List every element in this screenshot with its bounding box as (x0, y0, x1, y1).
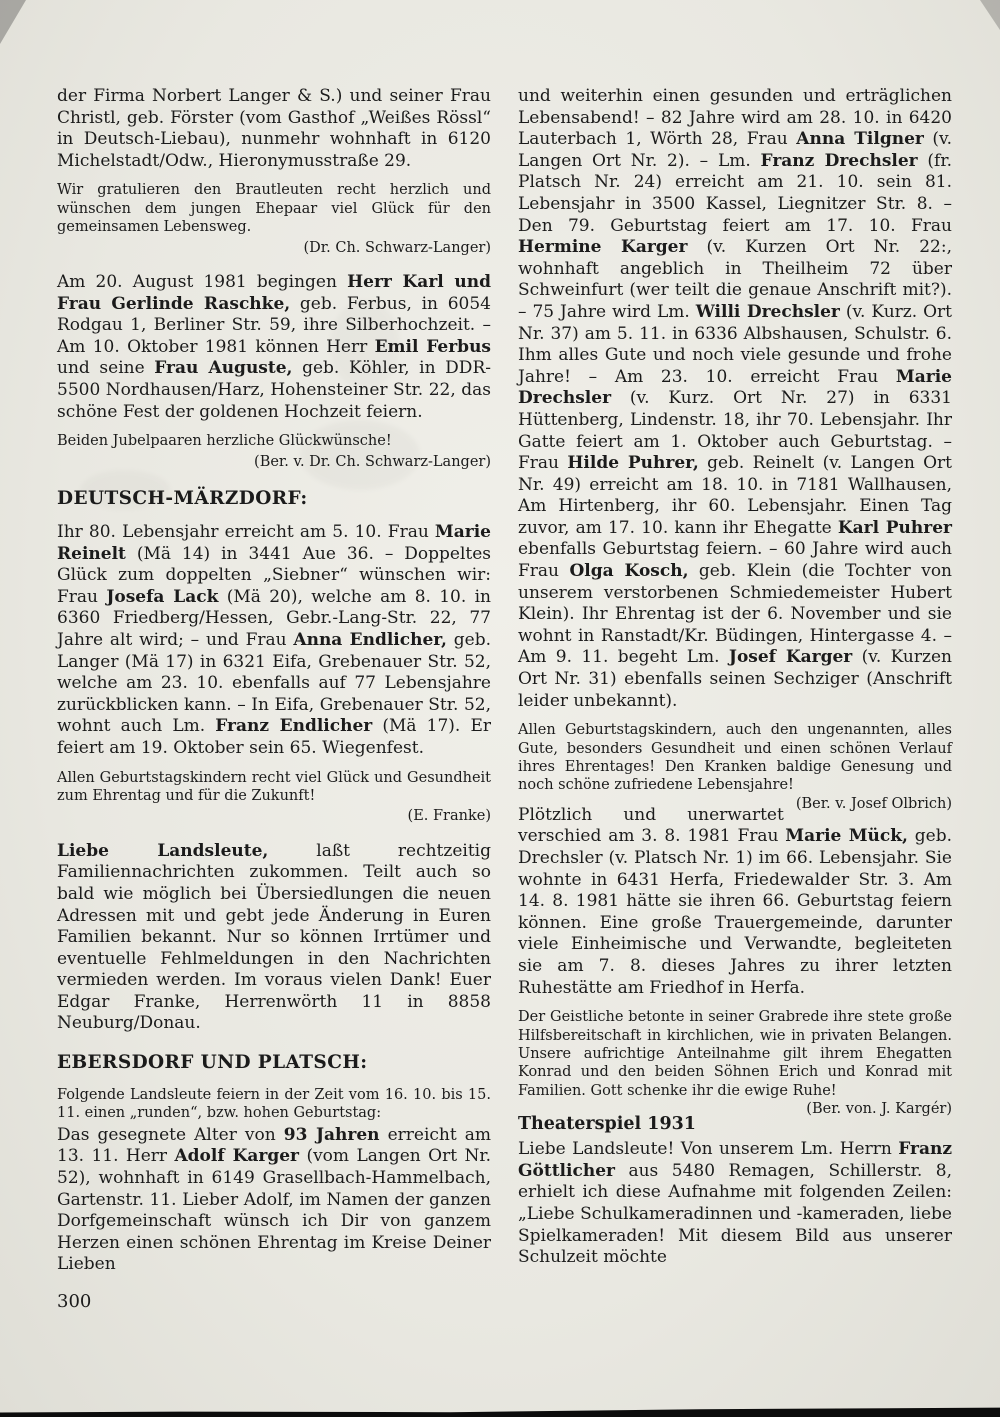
scan-artifact-top-left-corner (0, 0, 26, 44)
section-heading-ebersdorf-platsch (57, 1052, 491, 1073)
text-run: erreicht am 13. 11. Herr (57, 1124, 491, 1167)
bold-text-run: Franz Göttlicher (518, 1139, 952, 1181)
text-run: (v. Langen Ort Nr. 2). – Lm. (518, 129, 953, 171)
text-run: Der Geistliche betonte in seiner Grabrede ihre stete große Hilfsbereitschaft in kirchlichen, wie in privaten Belangen. Unsere aufrichtige Anteilnahme gilt ihrem Ehegatten Konrad und den beiden Söhnen Erich und Konrad mit Familien. Gott schenke ihr die ewige Ruhe! (518, 1009, 952, 1099)
text-run: (Mä 17). Er feiert am 19. Oktober sein 65. Wiegenfest. (57, 716, 491, 758)
signature-ber-schwarz-langer (57, 453, 491, 471)
text-run: geb. Köhler, in DDR-5500 Nordhausen/Harz, Hohensteiner Str. 22, das schöne Fest der goldenen Hochzeit feiern. (57, 358, 491, 422)
signature: (Ber. v. Josef Olbrich) (795, 795, 952, 812)
bold-text-run: Emil Ferbus (374, 336, 492, 357)
note-congratulations-couple (57, 181, 491, 236)
text-run: DEUTSCH-MÄRZDORF: (57, 487, 308, 509)
bold-text-run: Marie Mück, (785, 826, 908, 847)
bold-text-run: Josefa Lack (106, 586, 219, 607)
bold-text-run: Herr Karl und Frau Gerlinde Raschke, (57, 272, 491, 314)
paragraph-wedding-langer (57, 86, 491, 172)
signature: (Ber. von. J. Kargér) (806, 1101, 952, 1118)
bold-text-run: Hilde Puhrer, (567, 453, 699, 474)
paragraph-birthdays-maerzdorf (57, 522, 491, 760)
text-run: ebenfalls Geburtstag feiern. – 60 Jahre wird auch Frau (518, 539, 952, 582)
text-run: (Mä 14) in 3441 Aue 36. – Doppeltes Glück zum doppelten „Siebner“ wünschen wir: Frau (57, 543, 491, 607)
note-birthday-wishes-maerzdorf (57, 769, 491, 806)
signature-schwarz-langer (57, 239, 491, 257)
text-run: Theaterspiel 1931 (518, 1114, 696, 1135)
text-run: (v. Kurz. Ort Nr. 37) am 5. 11. in 6336 Albshausen, Schulstr. 6. Ihm alles Gute und noch viele gesunde und frohe Jahre! – Am 23. 10. erreicht Frau (518, 301, 953, 387)
text-run: (v. Kurzen Ort Nr. 22:, wohnhaft angeblich in Theilheim 72 über Schweinfurt (wer teilt die genaue Anschrift mit?). – 75 Jahre wird Lm. (518, 237, 952, 322)
bold-text-run: Willi Drechsler (695, 301, 840, 322)
text-run: Plötzlich und unerwartet verschied am 3. 8. 1981 Frau (518, 804, 786, 847)
text-run: und weiterhin einen gesunden und erträglichen Lebensabend! – 82 Jahre wird am 28. 10. in 6420 Lauterbach 1, Wörth 28, Frau (518, 86, 952, 150)
text-run: geb. Reinelt (v. Langen Ort Nr. 49) erreicht am 18. 10. in 7181 Wallhausen, Am Hirtenberg, ihr 60. Lebensjahr. Einen Tag zuvor, am 17. 10. kann ihr Ehegatte (518, 453, 952, 538)
text-run: geb. Ferbus, in 6054 Rodgau 1, Berliner Str. 59, ihre Silberhochzeit. – Am 10. Oktober 1981 können Herr (57, 293, 491, 357)
bold-text-run: Marie Reinelt (57, 521, 491, 564)
right-column (518, 86, 952, 1285)
bold-text-run: Adolf Karger (174, 1146, 300, 1167)
scan-artifact-bottom-edge (0, 1405, 1000, 1417)
text-run: geb. Drechsler (v. Platsch Nr. 1) im 66. Lebensjahr. Sie wohnte in 6431 Herfa, Friedewalder Str. 3. Am 14. 8. 1981 hätte sie ihren 66. Geburtstag feiern können. Eine große Trauergemeinde, darunter viele Einheimische und Verwandte, begleiteten sie am 7. 8. dieses Jahres zu ihrer letzten Ruhestätte am Friedhof in Herfa. (518, 826, 952, 998)
text-run: (v. Kurz. Ort Nr. 27) in 6331 Hüttenberg, Lindenstr. 18, ihr 70. Lebensjahr. Ihr Gatte feiert am 1. Oktober auch Geburtstag. – Frau (518, 388, 952, 474)
paragraph-obituary-marie-mueck (518, 805, 952, 999)
text-run: (Mä 20), welche am 8. 10. in 6360 Friedberg/Hessen, Gebr.-Lang-Str. 22, 77 Jahre alt wird; – und Frau (57, 586, 491, 650)
bold-text-run: 93 Jahren (283, 1124, 380, 1145)
text-run: laßt rechtzeitig Familiennachrichten zukommen. Teilt auch so bald wie möglich bei Übersiedlungen die neuen Adressen mit und gebt jede Änderung in Euren Familien bekannt. Nur so können Irrtümer und eventuelle Fehlmeldungen in den Nachrichten vermieden werden. Im voraus vielen Dank! Euer Edgar Franke, Herrenwörth 11 in 8858 Neuburg/Donau. (57, 840, 491, 1034)
page-number: 300 (57, 1291, 92, 1312)
text-run: (fr. Platsch Nr. 24) erreicht am 21. 10. sein 81. Lebensjahr in 3500 Kassel, Liegnitzer Str. 8. – Den 79. Geburtstag feiert am 17. 10. Frau (518, 150, 952, 236)
note-birthday-wishes-olbrich (518, 721, 952, 812)
text-run: (Dr. Ch. Schwarz-Langer) (303, 239, 491, 256)
text-run: Folgende Landsleute feiern in der Zeit vom 16. 10. bis 15. 11. einen „runden“, bzw. hohen Geburtstag: (57, 1087, 491, 1122)
paragraph-appeal-family-news (57, 841, 491, 1035)
bold-text-run: Marie Drechsler (518, 366, 952, 409)
text-run: geb. Klein (die Tochter von unserem verstorbenen Schmiedemeister Hubert Klein). Ihr Ehrentag ist der 6. November und sie wohnt in Ranstadt/Kr. Büdingen, Hintergasse 4. – Am 9. 11. begeht Lm. (518, 561, 952, 668)
note-birthday-period (57, 1086, 491, 1123)
note-jubilee-wishes (57, 432, 491, 450)
bold-text-run: Anna Tilgner (796, 129, 924, 150)
paragraph-adolf-karger-birthday (57, 1125, 491, 1276)
text-run: geb. Langer (Mä 17) in 6321 Eifa, Grebenauer Str. 52, welche am 23. 10. ebenfalls auf 77 Lebensjahre zurückblicken kann. – In Eifa, Grebenauer Str. 52, wohnt auch Lm. (57, 629, 491, 737)
paragraph-birthdays-ebersdorf-platsch (518, 86, 952, 712)
text-run: (Ber. v. Dr. Ch. Schwarz-Langer) (254, 453, 491, 470)
text-run: und seine (57, 358, 155, 379)
bold-text-run: Frau Auguste, (154, 358, 293, 379)
bold-text-run: Franz Drechsler (760, 150, 918, 171)
bold-text-run: Anna Endlicher, (293, 629, 447, 650)
text-run: Ihr 80. Lebensjahr erreicht am 5. 10. Frau (57, 521, 435, 542)
text-run: (v. Kurzen Ort Nr. 31) ebenfalls seinen Sechziger (Anschrift leider unbekannt). (518, 647, 952, 711)
text-run: (vom Langen Ort Nr. 52), wohnhaft in 6149 Grasellbach-Hammelbach, Gartenstr. 11. Lieber Adolf, im Namen der ganzen Dorfgemeinschaft wünsch ich Dir von ganzem Herzen einen schönen Ehrentag im Kreise Deiner Lieben (57, 1146, 491, 1275)
section-heading-deutsch-maerzdorf (57, 488, 491, 509)
signature-e-franke (57, 807, 491, 825)
text-run: (E. Franke) (407, 808, 491, 825)
scan-artifact-top-right-corner (980, 0, 1000, 30)
paragraph-anniversaries-raschke-ferbus (57, 272, 491, 423)
bold-text-run: Hermine Karger (518, 237, 688, 258)
text-run: Liebe Landsleute! Von unserem Lm. Herrn (518, 1139, 899, 1160)
bold-text-run: Olga Kosch, (569, 561, 689, 582)
paragraph-theaterspiel (518, 1139, 952, 1269)
bold-text-run: Liebe Landsleute, (57, 840, 269, 861)
text-run: Das gesegnete Alter von (57, 1124, 284, 1145)
left-column (57, 86, 491, 1285)
bold-text-run: Josef Karger (728, 647, 853, 668)
text-run: Allen Geburtstagskindern, auch den ungenannten, alles Gute, besonders Gesundheit und einen schönen Verlauf ihres Ehrentages! Den Kranken baldige Genesung und noch schöne zufriedene Lebensjahre! (518, 722, 952, 794)
note-obituary-condolence (518, 1008, 952, 1118)
text-run: EBERSDORF UND PLATSCH: (57, 1052, 368, 1074)
text-run: der Firma Norbert Langer & S.) und seiner Frau Christl, geb. Förster (vom Gasthof „Weißes Rössl“ in Deutsch-Liebau), nunmehr wohnhaft in 6120 Michelstadt/Odw., Hieronymusstraße 29. (57, 86, 491, 171)
text-run: Am 20. August 1981 begingen (57, 272, 348, 292)
bold-text-run: Franz Endlicher (215, 716, 373, 737)
bold-text-run: Karl Puhrer (837, 517, 952, 538)
text-run: Allen Geburtstagskindern recht viel Glück und Gesundheit zum Ehrentag und für die Zukunft! (57, 769, 491, 804)
text-run: Wir gratulieren den Brautleuten recht herzlich und wünschen dem jungen Ehepaar viel Glück für den gemeinsamen Lebensweg. (57, 182, 491, 236)
text-run: aus 5480 Remagen, Schillerstr. 8, erhielt ich diese Aufnahme mit folgenden Zeilen: „Liebe Schulkameradinnen und -kameraden, liebe Spielkameraden! Mit diesem Bild aus unserer Schulzeit möchte (518, 1160, 952, 1268)
two-column-text-area (57, 86, 952, 1285)
text-run: Beiden Jubelpaaren herzliche Glückwünsche! (57, 433, 392, 450)
